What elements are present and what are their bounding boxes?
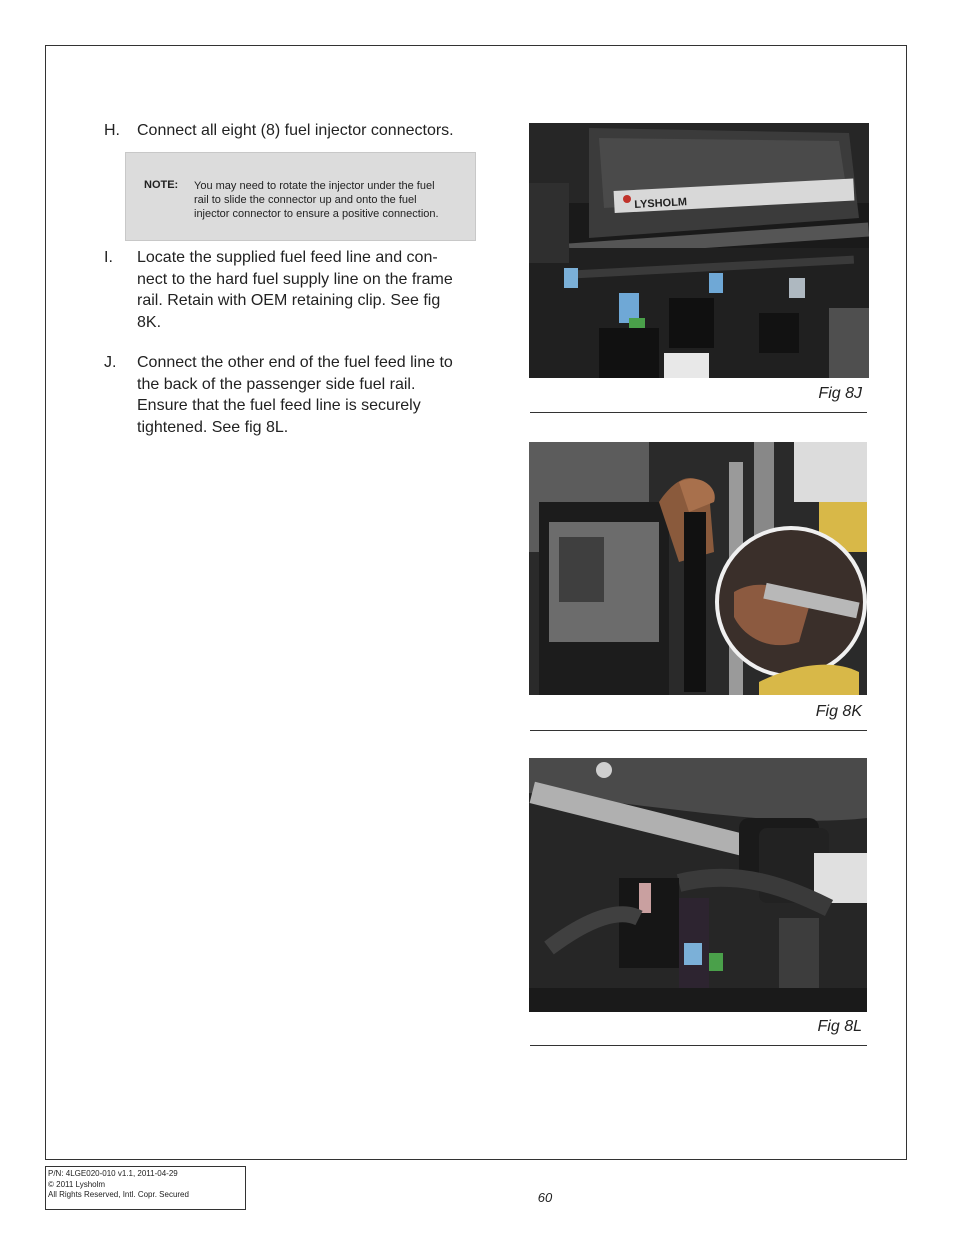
fig-8l-rule: [530, 1045, 867, 1046]
step-i: [104, 247, 504, 337]
step-h-letter: H.: [104, 122, 120, 139]
fig-8l-image: [529, 758, 867, 1012]
fig-8l-caption: Fig 8L: [817, 1018, 862, 1035]
note-line: You may need to rotate the injector under the fuel: [194, 180, 435, 192]
step-i-line: Locate the supplied fuel feed line and con-: [137, 249, 438, 266]
step-i-line: rail. Retain with OEM retaining clip. See fig: [137, 292, 441, 309]
fig-8j-rule: [530, 412, 867, 413]
fig-8j-caption: Fig 8J: [818, 385, 862, 402]
step-i-line: 8K.: [137, 313, 162, 331]
note-line: rail to slide the connector up and onto the fuel: [194, 194, 417, 206]
footer-copyright: © 2011 Lysholm: [48, 1179, 106, 1189]
step-h-text: Connect all eight (8) fuel injector connectors.: [137, 122, 454, 139]
fig-8j-photo: [529, 123, 869, 378]
fig-8k-image: [529, 442, 867, 695]
step-j: [104, 352, 504, 442]
step-j-line: tightened. See fig 8L.: [137, 418, 289, 436]
step-i-line: nect to the hard fuel supply line on the frame: [137, 270, 453, 288]
fig-8k-photo: [529, 442, 867, 695]
step-j-line: the back of the passenger side fuel rail.: [137, 375, 416, 393]
fig-8l-photo: [529, 758, 867, 1012]
step-i-letter: I.: [104, 249, 113, 266]
step-j-letter: J.: [104, 354, 117, 371]
fig-8k-rule: [530, 730, 867, 731]
footer-info-box: [45, 1166, 246, 1210]
footer-part-number: P/N: 4LGE020-010 v1.1, 2011-04-29: [48, 1169, 178, 1178]
step-j-text: [137, 352, 453, 438]
lysholm-brand-text: LYSHOLM: [634, 196, 688, 211]
step-j-line: Connect the other end of the fuel feed line to: [137, 354, 453, 371]
step-j-line: Ensure that the fuel feed line is securely: [137, 397, 421, 414]
note-label: NOTE:: [144, 179, 179, 191]
fig-8j-image: [529, 123, 869, 378]
fig-8k-caption: Fig 8K: [815, 703, 862, 720]
note-box: [125, 152, 476, 241]
note-text: [194, 179, 464, 221]
footer-rights: All Rights Reserved, Intl. Copr. Secured: [48, 1190, 189, 1199]
step-i-text: [137, 247, 453, 333]
note-line: injector connector to ensure a positive connection.: [194, 208, 439, 220]
page-number: 60: [537, 1190, 553, 1205]
